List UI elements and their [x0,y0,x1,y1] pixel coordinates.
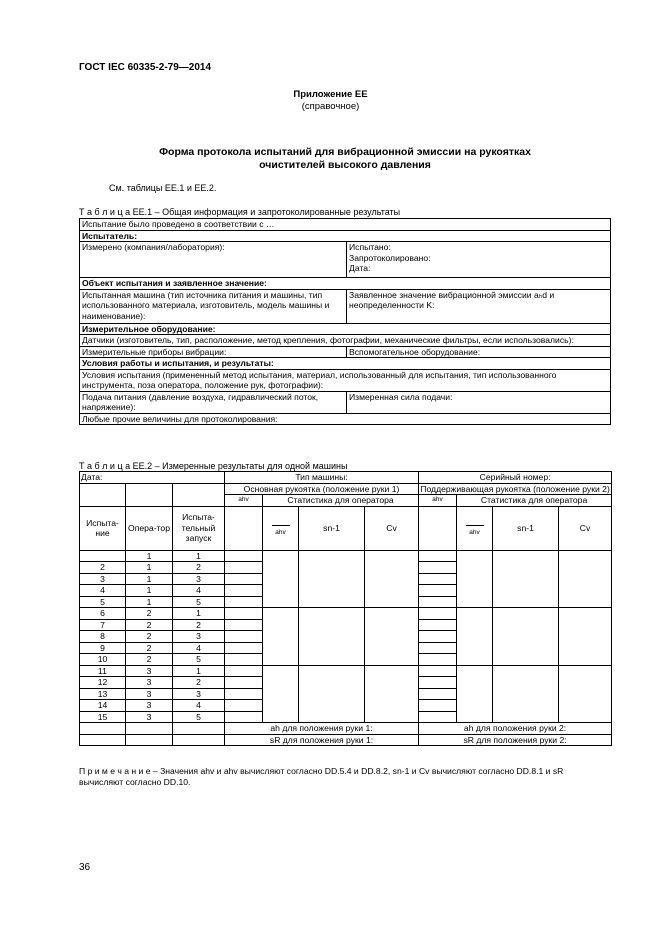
aux-grip-label: Поддерживающая рукоятка (положение руки 2) [420,483,610,494]
row-cell: 6 [80,608,126,620]
row-cell: 3 [173,631,225,643]
ahv-cell [225,688,263,700]
see-tables-text: См. таблицы ЕЕ.1 и ЕЕ.2. [109,183,217,193]
ahv-label: ahv [225,495,263,507]
t1-cell: Вспомогательное оборудование: [347,346,611,358]
ahv-label: ahv [419,495,457,507]
ahv-cell [419,573,457,585]
stat-cell [457,665,493,723]
table-ee1 [79,218,611,425]
row-cell: 13 [80,688,126,700]
ahv-cell [419,665,457,677]
t1-cell: Подача питания (давление воздуха, гидравлический поток, напряжение): [80,391,347,413]
row-cell: 4 [173,642,225,654]
row-cell: 5 [173,596,225,608]
form-title-line1: Форма протокола испытаний для вибрационной эмиссии на рукоятках [159,146,531,158]
cv-label: Cv [365,506,419,550]
mean-ahv-label: ahv [263,506,299,550]
ahv-cell [225,711,263,723]
t1-row: Любые прочие величины для протоколирования: [80,413,611,425]
ahv-cell [225,700,263,712]
row-cell: 1 [126,585,173,597]
row-cell: 5 [80,596,126,608]
row-cell: 9 [80,642,126,654]
ahv-cell [225,562,263,574]
row-cell: 4 [173,585,225,597]
stat-cell [299,608,365,666]
ahv-cell [225,550,263,562]
ahv-cell [419,596,457,608]
page-number: 36 [79,862,91,873]
sn1-label: sn-1 [493,506,559,550]
table-note: П р и м е ч а н и е – Значения ahv и ahv вычисляют согласно DD.5.4 и DD.8.2, sn-1 и Cv вычисляют согласно DD.8.1 и sR вычисляют согласно DD.10. [79,766,564,787]
mean-ahv-label: ahv [457,506,493,550]
document-header: ГОСТ IEC 60335-2-79—2014 [79,62,212,73]
t1-cell: Заявленное значение вибрационной эмиссии aₕd и неопределенности K: [347,289,611,323]
t1-cell: Измеренная сила подачи: [347,391,611,413]
row-cell: 3 [173,688,225,700]
row-cell: 4 [80,585,126,597]
machine-type-label: Тип машины: [225,472,419,484]
row-cell: 1 [126,573,173,585]
sn1-label: sn-1 [299,506,365,550]
t1-row: Объект испытания и заявленное значение: [80,278,611,290]
ahv-cell [419,619,457,631]
ahv-cell [225,642,263,654]
ah2-label: ah для положения руки 2: [419,723,612,735]
row-cell: 3 [126,688,173,700]
row-cell: 2 [126,608,173,620]
ahv-cell [225,619,263,631]
row-cell: 1 [173,665,225,677]
row-cell: 2 [173,562,225,574]
t1-row: Испытание было проведено в соответствии с … [80,219,611,231]
stats-label: Статистика для оператора [457,495,612,507]
table-row [80,550,612,562]
ahv-cell [419,585,457,597]
t1-row: Измерительное оборудование: [80,323,611,335]
t1-cell: Измерено (компания/лаборатория): [80,242,347,278]
stat-cell [493,608,559,666]
stat-cell [365,608,419,666]
ahv-cell [225,631,263,643]
ah1-label: ah для положения руки 1: [225,723,419,735]
stats-label: Статистика для оператора [263,495,419,507]
serial-label: Серийный номер: [419,472,612,484]
col-operator: Опера-тор [126,506,173,550]
row-cell: 12 [80,677,126,689]
t1-cell: Испытанная машина (тип источника питания и машины, тип использованного материала, изготовитель, модель машины и наименование): [80,289,347,323]
row-cell: 2 [173,619,225,631]
sr2-label: sR для положения руки 2: [419,734,612,746]
stat-cell [263,608,299,666]
sr1-label: sR для положения руки 1: [225,734,419,746]
row-cell: 7 [80,619,126,631]
table-row [80,608,612,620]
table2-caption: Т а б л и ц а ЕЕ.2 – Измеренные результаты для одной машины [79,461,348,471]
ahv-cell [419,642,457,654]
ahv-cell [419,711,457,723]
ahv-cell [225,654,263,666]
form-title [80,146,610,172]
t1-row: Испытатель: [80,230,611,242]
row-cell: 5 [173,654,225,666]
ahv-cell [419,550,457,562]
row-cell: 14 [80,700,126,712]
stat-cell [559,550,612,608]
form-title-line2: очистителей высокого давления [259,159,431,171]
row-cell: 10 [80,654,126,666]
row-cell: 3 [126,665,173,677]
main-grip-label: Основная рукоятка (положение руки 1) [225,483,419,495]
stat-cell [299,665,365,723]
row-cell: 2 [126,631,173,643]
stat-cell [493,550,559,608]
row-cell: 2 [126,654,173,666]
stat-cell [263,665,299,723]
row-cell: 4 [173,700,225,712]
ahv-cell [225,677,263,689]
row-cell: 8 [80,631,126,643]
ahv-cell [419,608,457,620]
appendix-type: (справочное) [301,101,360,112]
row-cell: 2 [126,619,173,631]
row-cell: 1 [126,596,173,608]
col-tester: Испыта-ние [80,506,126,550]
row-cell: 11 [80,665,126,677]
row-cell: 1 [173,608,225,620]
ahv-cell [225,608,263,620]
row-cell [80,550,126,562]
stat-cell [559,608,612,666]
ahv-cell [419,631,457,643]
table-row [80,665,612,677]
row-cell: 2 [173,677,225,689]
date-label: Дата: [80,472,225,484]
ahv-cell [225,573,263,585]
ahv-cell [419,562,457,574]
t1-cell: Измерительные приборы вибрации: [80,346,347,358]
row-cell: 1 [126,550,173,562]
t1-row: Условия работы и испытания, и результаты: [80,358,611,370]
row-cell: 1 [173,550,225,562]
cv-label: Cv [559,506,612,550]
ahv-cell [225,585,263,597]
table1-caption: Т а б л и ц а ЕЕ.1 – Общая информация и запротоколированные результаты [79,207,401,217]
row-cell: 3 [126,677,173,689]
ahv-cell [419,688,457,700]
ahv-cell [225,596,263,608]
row-cell: 15 [80,711,126,723]
t1-cell: Испытано: Запротоколировано: Дата: [347,242,611,278]
stat-cell [457,608,493,666]
col-run: Испыта-тельный запуск [173,506,225,550]
ahv-cell [225,665,263,677]
t1-row: Условия испытания (примененный метод испытания, материал, использованный для испытания, тип использованного инструмента, поза оператора, положение рук, фотографии): [80,369,611,391]
row-cell: 5 [173,711,225,723]
table-ee2 [79,471,612,746]
row-cell: 3 [80,573,126,585]
row-cell: 3 [126,711,173,723]
row-cell: 3 [126,700,173,712]
row-cell: 2 [126,642,173,654]
row-cell: 1 [126,562,173,574]
row-cell: 3 [173,573,225,585]
stat-cell [457,550,493,608]
stat-cell [559,665,612,723]
ahv-cell [419,677,457,689]
stat-cell [299,550,365,608]
ahv-cell [419,700,457,712]
stat-cell [365,665,419,723]
appendix-title: Приложение ЕЕ [293,89,368,100]
row-cell: 2 [80,562,126,574]
ahv-cell [419,654,457,666]
stat-cell [263,550,299,608]
stat-cell [493,665,559,723]
t1-row: Датчики (изготовитель, тип, расположение, метод крепления, фотографии, механические фильтры, если использовались): [80,335,611,347]
stat-cell [365,550,419,608]
